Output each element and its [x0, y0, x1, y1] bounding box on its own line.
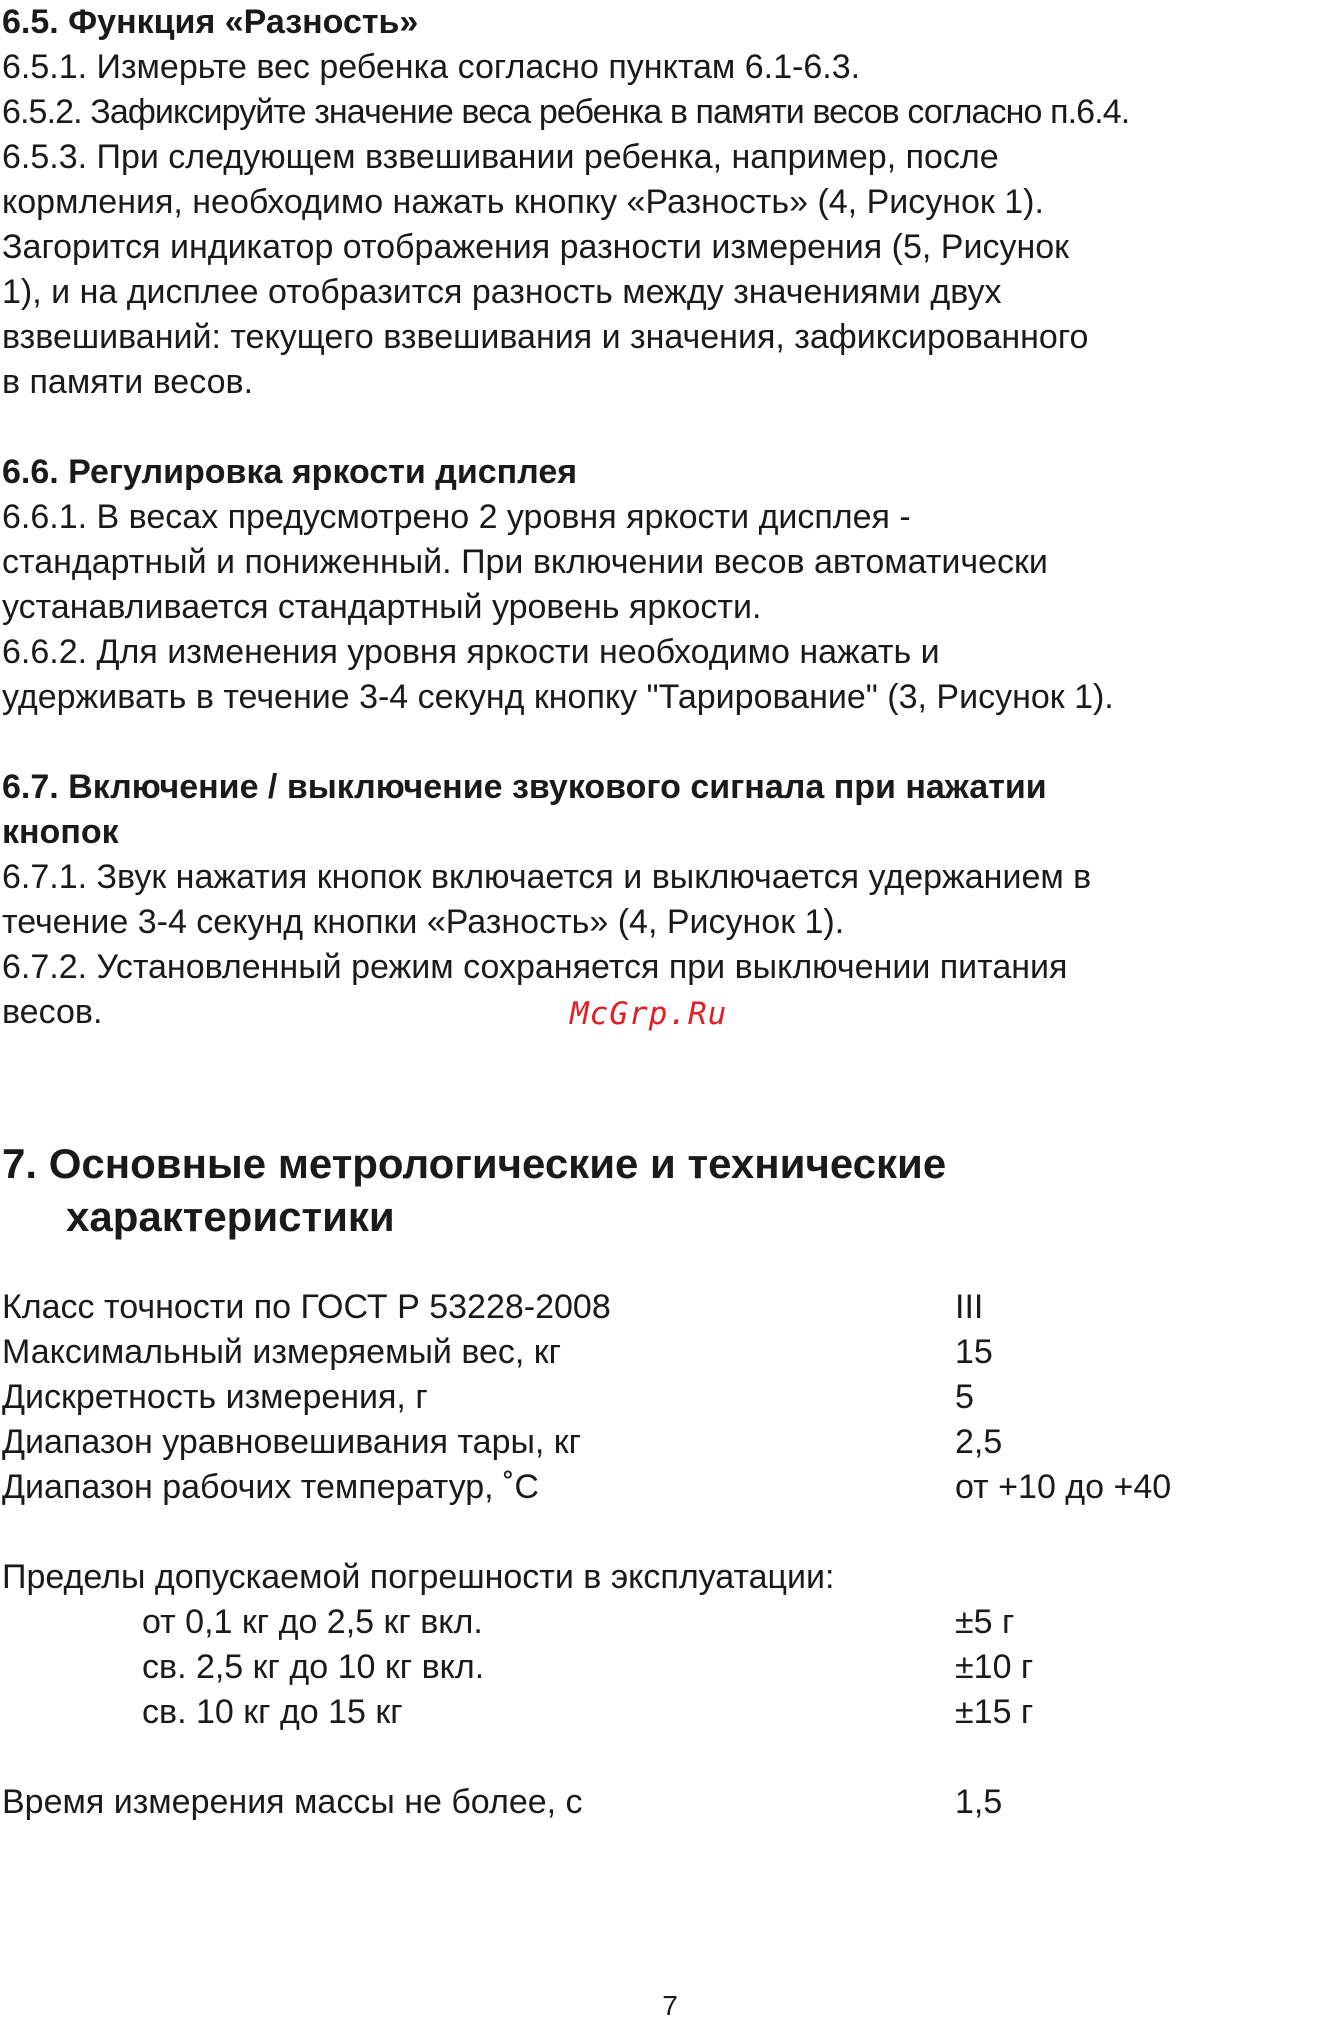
- tolerance-label: св. 10 кг до 15 кг: [142, 1693, 403, 1731]
- tolerance-value: ±10 г: [955, 1648, 1034, 1686]
- section-7-heading-line1: 7. Основные метрологические и технические: [2, 1140, 947, 1187]
- section-6-5-line: кормления, необходимо нажать кнопку «Разность» (4, Рисунок 1).: [2, 183, 1044, 221]
- section-6-6-line: устанавливается стандартный уровень яркости.: [2, 588, 762, 626]
- watermark-link[interactable]: McGrp.Ru: [570, 996, 728, 1032]
- spec-value: 15: [955, 1333, 993, 1371]
- section-6-6-line: 6.6.1. В весах предусмотрено 2 уровня яркости дисплея -: [2, 498, 911, 536]
- section-6-6-line: 6.6.2. Для изменения уровня яркости необходимо нажать и: [2, 633, 940, 671]
- page-content: [2, 0, 1328, 1825]
- section-6-7-line: 6.7.2. Установленный режим сохраняется при выключении питания: [2, 948, 1068, 986]
- spec-label: Дискретность измерения, г: [2, 1378, 428, 1416]
- tolerance-row: [2, 1645, 1328, 1690]
- section-6-5-line: 6.5.1. Измерьте вес ребенка согласно пунктам 6.1-6.3.: [2, 48, 861, 86]
- measure-time-label: Время измерения массы не более, с: [2, 1783, 583, 1821]
- section-6-7-line: течение 3-4 секунд кнопки «Разность» (4, Рисунок 1).: [2, 903, 845, 941]
- spec-value: 2,5: [955, 1423, 1003, 1461]
- tolerance-row: [2, 1600, 1328, 1645]
- section-6-5-line: Загорится индикатор отображения разности измерения (5, Рисунок: [2, 228, 1070, 266]
- section-6-5-line: 6.5.2. Зафиксируйте значение веса ребенка в памяти весов согласно п.6.4.: [2, 93, 1130, 131]
- section-6-5-line: взвешиваний: текущего взвешивания и значения, зафиксированного: [2, 318, 1089, 356]
- tolerance-title: Пределы допускаемой погрешности в эксплуатации:: [2, 1558, 835, 1596]
- spec-row: [2, 1330, 1328, 1375]
- spec-row: [2, 1420, 1328, 1465]
- section-7-heading-line2: характеристики: [66, 1193, 395, 1240]
- measure-time-row: [2, 1780, 1328, 1825]
- spec-label: Диапазон рабочих температур, ˚С: [2, 1468, 539, 1506]
- section-6-5-heading: 6.5. Функция «Разность»: [2, 3, 419, 41]
- tolerance-row: [2, 1690, 1328, 1735]
- section-6-7-heading-cont: кнопок: [2, 813, 119, 851]
- section-6-6-line: удерживать в течение 3-4 секунд кнопку "Тарирование" (3, Рисунок 1).: [2, 678, 1114, 716]
- section-6-5-line: 6.5.3. При следующем взвешивании ребенка, например, после: [2, 138, 999, 176]
- spec-value: от +10 до +40: [955, 1468, 1172, 1506]
- spec-value: 5: [955, 1378, 974, 1416]
- spec-label: Класс точности по ГОСТ Р 53228-2008: [2, 1288, 611, 1326]
- section-6-6-heading: 6.6. Регулировка яркости дисплея: [2, 453, 578, 491]
- section-6-7-line: весов.: [2, 993, 103, 1031]
- spec-row: [2, 1285, 1328, 1330]
- section-6-7-line: 6.7.1. Звук нажатия кнопок включается и выключается удержанием в: [2, 858, 1092, 896]
- tolerance-label: от 0,1 кг до 2,5 кг вкл.: [142, 1603, 483, 1641]
- spec-value: III: [955, 1288, 984, 1326]
- measure-time-value: 1,5: [955, 1783, 1003, 1821]
- section-6-6-line: стандартный и пониженный. При включении весов автоматически: [2, 543, 1048, 581]
- spec-row: [2, 1375, 1328, 1420]
- spec-row: [2, 1465, 1328, 1510]
- specs-table: [2, 1285, 1328, 1510]
- tolerance-table: [2, 1600, 1328, 1735]
- section-6-5-line: в памяти весов.: [2, 363, 254, 401]
- section-6-7-heading: 6.7. Включение / выключение звукового сигнала при нажатии: [2, 768, 1047, 806]
- tolerance-value: ±5 г: [955, 1603, 1015, 1641]
- spec-label: Диапазон уравновешивания тары, кг: [2, 1423, 582, 1461]
- tolerance-value: ±15 г: [955, 1693, 1034, 1731]
- section-6-5-line: 1), и на дисплее отобразится разность между значениями двух: [2, 273, 1002, 311]
- section-7-heading: [2, 1137, 1328, 1243]
- page-number: 7: [662, 1990, 678, 2021]
- spec-label: Максимальный измеряемый вес, кг: [2, 1333, 562, 1371]
- tolerance-label: св. 2,5 кг до 10 кг вкл.: [142, 1648, 485, 1686]
